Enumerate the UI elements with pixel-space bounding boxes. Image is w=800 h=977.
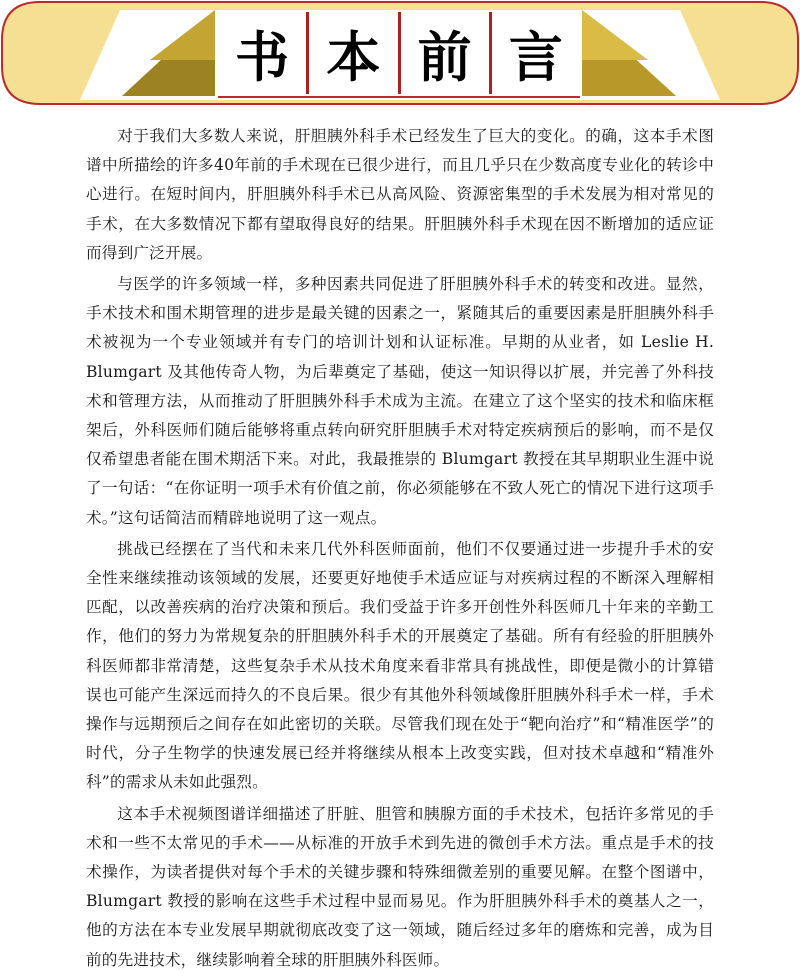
title-char: 书 <box>218 12 309 94</box>
header-banner <box>0 0 800 112</box>
paragraph: 与医学的许多领域一样，多种因素共同促进了肝胆胰外科手术的转变和改进。显然，手术技术和围术期管理的进步是最关键的因素之一，紧随其后的重要因素是肝胆胰外科手术被视为一个专业领域并有专门的培训计划和认证标准。早期的从业者，如 Leslie H. Blumgart 及其他传奇人物，为后辈奠定了基础，使这一知识得以扩展，并完善了外科技术和管理方法，从而推动了肝胆胰外科手术成为主流。在建立了这个坚实的技术和临床框架后，外科医师们随后能够将重点转向研究肝胆胰手术对特定疾病预后的影响，而不是仅仅希望患者能在围术期活下来。对此，我最推崇的 Blumgart 教授在其早期职业生涯中说了一句话：“在你证明一项手术有价值之前，你必须能够在不致人死亡的情况下进行这项手术。”这句话简洁而精辟地说明了这一观点。 <box>86 275 714 527</box>
paragraph: 对于我们大多数人来说，肝胆胰外科手术已经发生了巨大的变化。的确，这本手术图谱中所描绘的许多40年前的手术现在已很少进行，而且几乎只在少数高度专业化的转诊中心进行。在短时间内，肝胆胰外科手术已从高风险、资源密集型的手术发展为相对常见的手术，在大多数情况下都有望取得良好的结果。肝胆胰外科手术现在因不断增加的适应证而得到广泛开展。 <box>86 127 714 262</box>
paragraph: 挑战已经摆在了当代和未来几代外科医师面前，他们不仅要通过进一步提升手术的安全性来继续推动该领域的发展，还要更好地使手术适应证与对疾病过程的不断深入理解相匹配，以改善疾病的治疗决策和预后。我们受益于许多开创性外科医师几十年来的辛勤工作，他们的努力为常规复杂的肝胆胰外科手术的开展奠定了基础。所有有经验的肝胆胰外科医师都非常清楚，这些复杂手术从技术角度来看非常具有挑战性，即便是微小的计算错误也可能产生深远而持久的不良后果。很少有其他外科领域像肝胆胰外科手术一样，手术操作与远期预后之间存在如此密切的关联。尽管我们现在处于“靶向治疗”和“精准医学”的时代，分子生物学的快速发展已经并将继续从根本上改变实践，但对技术卓越和“精准外科”的需求从未如此强烈。 <box>86 539 714 792</box>
page-title <box>218 12 580 94</box>
title-char: 言 <box>508 25 563 89</box>
preface-body <box>86 122 714 977</box>
title-char: 前 <box>401 12 492 94</box>
paragraph: 这本手术视频图谱详细描述了肝脏、胆管和胰腺方面的手术技术，包括许多常见的手术和一些不太常见的手术——从标准的开放手术到先进的微创手术方法。重点是手术的技术操作，为读者提供对每个手术的关键步骤和特殊细微差别的重要见解。在整个图谱中，Blumgart 教授的影响在这些手术过程中显而易见。作为肝胆胰外科手术的奠基人之一，他的方法在本专业发展早期就彻底改变了这一领域，随后经过多年的磨炼和完善，成为目前的先进技术，继续影响着全球的肝胆胰外科医师。 <box>86 804 714 969</box>
title-char: 本 <box>309 12 400 94</box>
